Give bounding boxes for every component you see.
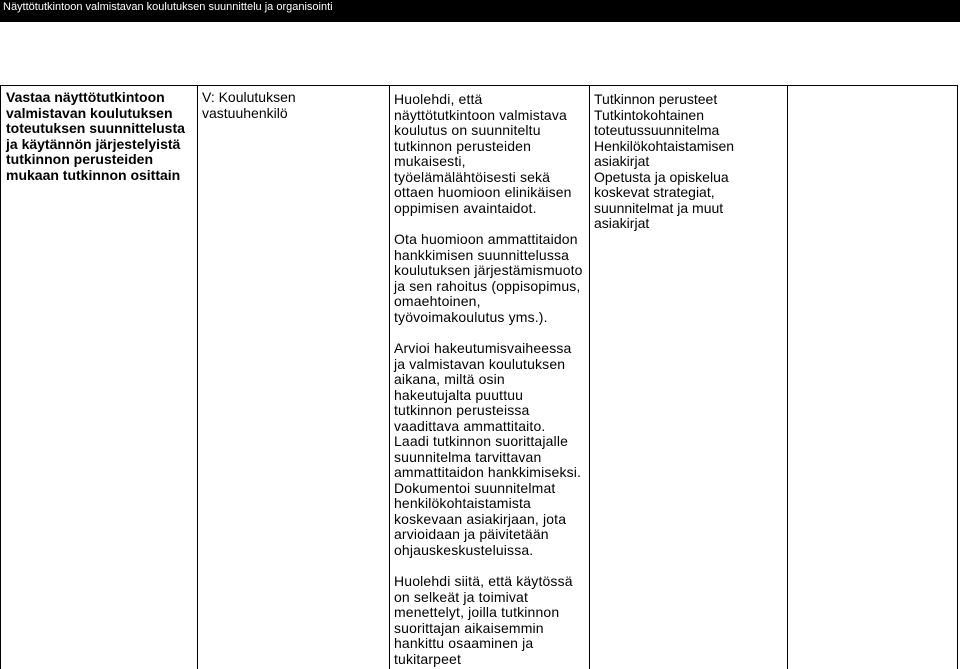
document-item: Henkilökohtaistamisen asiakirjat [594,137,735,169]
actions-cell [390,86,590,669]
task-cell: Vastaa näyttötutkintoon valmistavan koulutuksen toteutuksen suunnittelusta ja käytännön järjestelyistä tutkinnon perusteiden mukaan tutkinnon osittain [1,86,198,669]
action-paragraph: Huolehdi, että näyttötutkintoon valmistava koulutus on suunniteltu tutkinnon perusteiden mukaisesti, työelämälähtöisesti sekä ottaen huomioon elinikäisen oppimisen avaintaidot. [394,91,572,216]
action-paragraph: Huolehdi siitä, että käytössä on selkeät ja toimivat menettelyt, joilla tutkinnon suorittajan aikaisemmin hankittu osaaminen ja tukitarpeet [394,573,573,667]
documents-cell [590,86,788,669]
document-item: Tutkintokohtainen toteutussuunnitelma [594,106,720,138]
document-item: Tutkinnon perusteet [594,91,718,107]
action-paragraph: Ota huomioon ammattitaidon hankkimisen suunnittelussa koulutuksen järjestämismuoto ja sen rahoitus (oppisopimus, omaehtoinen, työvoimakoulutus yms.). [394,231,583,325]
responsible-cell: V: Koulutuksen vastuuhenkilö [198,86,390,669]
process-table [0,85,958,669]
notes-cell [788,86,958,669]
action-paragraph: Arvioi hakeutumisvaiheessa ja valmistavan koulutuksen aikana, miltä osin hakeutujalta puuttuu tutkinnon perusteissa vaadittava ammattitaito. Laadi tutkinnon suorittajalle suunnitelma tarvittavan ammattitaidon hankkimiseksi. Dokumentoi suunnitelmat henkilökohtaistamista koskevaan asiakirjaan, jota arvioidaan ja päivitetään ohjauskeskusteluissa. [394,340,582,558]
document-item: Opetusta ja opiskelua koskevat strategiat, suunnitelmat ja muut asiakirjat [594,168,729,231]
document-header: Näyttötutkintoon valmistavan koulutuksen suunnittelu ja organisointi [0,0,960,22]
table-row [1,86,958,669]
